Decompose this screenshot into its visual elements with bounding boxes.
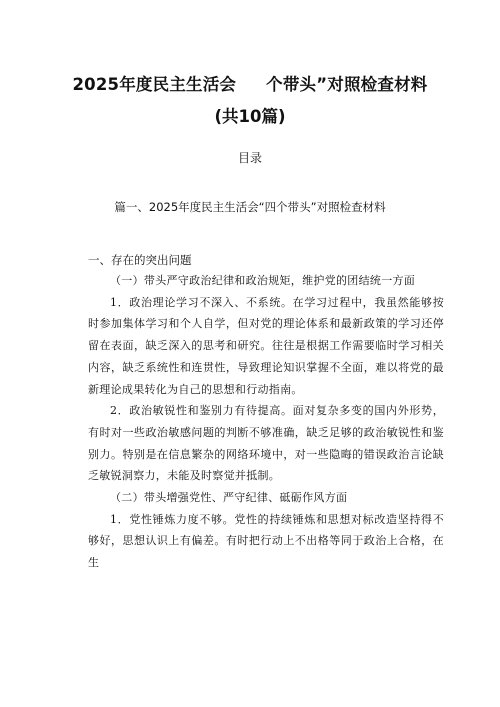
subsection-heading: （一）带头严守政治纪律和政治规矩，维护党的团结统一方面 <box>110 274 416 287</box>
subsection-heading: （二）带头增强党性、严守纪律、砥砺作风方面 <box>110 491 348 505</box>
paragraph: 1．政治理论学习不深入、不系统。在学习过程中，我虽然能够按时参加集体学习和个人自学，但对党的理论体系和最新政策的学习还停留在表面，缺乏深入的思考和研究。往往是根据工作需要临时学习相关内容，缺乏系统性和连贯性，导致理论知识掌握不全面，难以将党的最新理论成果转化为自己的思想和行动指南。 <box>88 295 444 396</box>
part-one-title: 篇一、2025年度民主生活会“四个带头”对照检查材料 <box>114 200 386 214</box>
paragraph: 1．党性锤炼力度不够。党性的持续锤炼和思想对标改造坚持得不够好，思想认识上有偏差。有时把行动上不出格等同于政治上合格，在生 <box>88 512 444 570</box>
title-right: 个带头”对照检查材料 <box>266 75 428 94</box>
paragraph: 2．政治敏锐性和鉴别力有待提高。面对复杂多变的国内外形势，有时对一些政治敏感问题的判断不够准确，缺乏足够的政治敏锐性和鉴别力。特别是在信息繁杂的网络环境中，对一些隐晦的错误政治言论缺乏敏锐洞察力，未能及时察觉并抵制。 <box>88 404 444 483</box>
section-heading: 一、存在的突出问题 <box>88 253 192 267</box>
body-text <box>88 270 444 574</box>
table-of-contents-label: 目录 <box>237 151 262 165</box>
document-title <box>0 72 500 98</box>
title-left: 2025年度民主生活会 <box>72 75 237 94</box>
document-subtitle: (共10篇) <box>214 107 286 126</box>
